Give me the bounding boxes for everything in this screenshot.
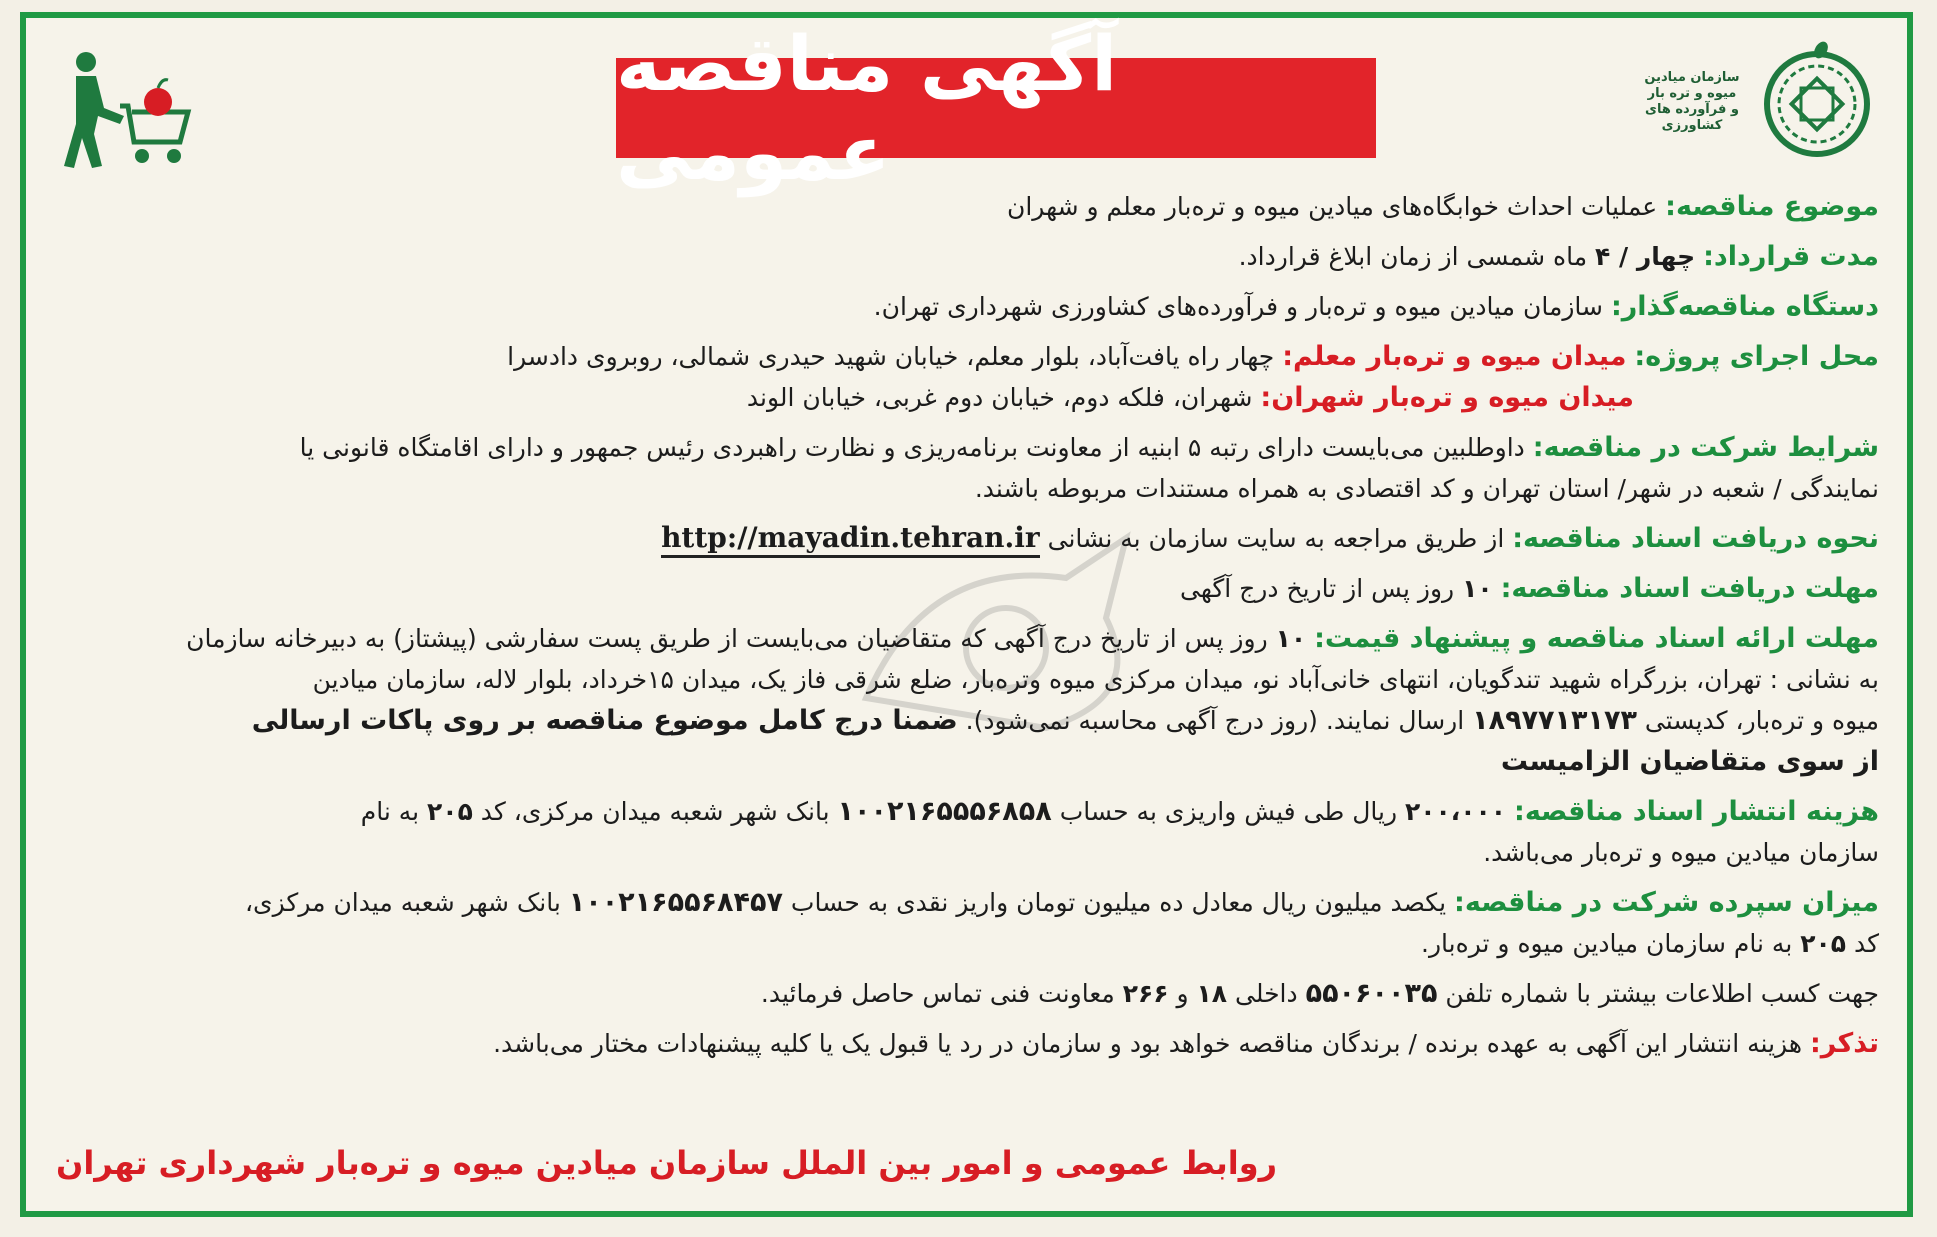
logo-text: سازمان میادین میوه و تره بار و فرآورده های کشاورزی: [1644, 70, 1740, 133]
shopping-cart-icon: [54, 46, 194, 171]
receive-deadline-row: مهلت دریافت اسناد مناقصه: ۱۰ روز پس از تاریخ درج آگهی: [1180, 573, 1879, 604]
submit-deadline-row: مهلت ارائه اسناد مناقصه و پیشنهاد قیمت: ۱۰ روز پس از تاریخ درج آگهی که متقاضیان می‌بایست از طریق پست سفارشی (پیشتاز) به دبیرخانه سازمان: [186, 623, 1879, 654]
conditions-row: شرایط شرکت در مناقصه: داوطلبین می‌بایست دارای رتبه ۵ ابنیه از معاونت برنامه‌ریزی و نظارت راهبردی رئیس جمهور و دارای اقامتگاه قانونی یا: [299, 432, 1879, 463]
submit-deadline-row-3: میوه و تره‌بار، کدپستی ۱۸۹۷۷۱۳۱۷۳ ارسال نمایند. (روز درج آگهی محاسبه نمی‌شود). ضمنا درج کامل موضوع مناقصه بر روی پاکات ارسالی: [251, 705, 1879, 736]
website-link[interactable]: http://mayadin.tehran.ir: [661, 521, 1040, 558]
conditions-row-2: نمایندگی / شعبه در شهر/ استان تهران و کد اقتصادی به همراه مستندات مربوطه باشند.: [974, 474, 1879, 503]
organizer-row: دستگاه مناقصه‌گذار: سازمان میادین میوه و تره‌بار و فرآورده‌های کشاورزی شهرداری تهران.: [873, 291, 1879, 322]
submit-deadline-row-2: به نشانی : تهران، بزرگراه شهید تندگویان، انتهای خانی‌آباد نو، میدان مرکزی میوه وتره‌بار، ضلع شرقی فاز یک، میدان ۱۵خرداد، بلوار لاله، سازمان میادین: [312, 665, 1879, 694]
notice-title: آگهی مناقصه عمومی: [616, 58, 1376, 158]
deposit-row-2: کد ۲۰۵ به نام سازمان میادین میوه و تره‌بار.: [1421, 929, 1879, 958]
header: [26, 18, 1907, 197]
duration-row: مدت قرارداد: چهار / ۴ ماه شمسی از زمان ابلاغ قرارداد.: [1238, 241, 1879, 272]
notice-body: [54, 186, 1879, 1064]
note-row: تذکر: هزینه انتشار این آگهی به عهده برنده / برندگان مناقصه خواهد بود و سازمان در رد یا قبول یک یا کلیه پیشنهادات مختار می‌باشد.: [493, 1028, 1879, 1059]
submit-deadline-row-4: از سوی متقاضیان الزامیست: [1500, 746, 1879, 777]
footer-signature: روابط عمومی و امور بین الملل سازمان میادین میوه و تره‌بار شهرداری تهران: [56, 1144, 1278, 1182]
location-row: محل اجرای پروژه: میدان میوه و تره‌بار معلم: چهار راه یافت‌آباد، بلوار معلم، خیابان شهید حیدری شمالی، روبروی دادسرا: [507, 341, 1879, 372]
organization-logo: [1627, 40, 1877, 170]
receive-method-row: نحوه دریافت اسناد مناقصه: از طریق مراجعه به سایت سازمان به نشانی http://mayadin.tehran.ir: [54, 518, 1879, 559]
notice-frame: [20, 12, 1913, 1217]
subject-row: موضوع مناقصه: عملیات احداث خوابگاه‌های میادین میوه و تره‌بار معلم و شهران: [1006, 191, 1879, 222]
fee-row: هزینه انتشار اسناد مناقصه: ۲۰۰،۰۰۰ ریال طی فیش واریزی به حساب ۱۰۰۲۱۶۵۵۵۶۸۵۸ بانک شهر شعبه میدان مرکزی، کد ۲۰۵ به نام: [360, 796, 1879, 827]
fee-row-2: سازمان میادین میوه و تره‌بار می‌باشد.: [1483, 838, 1879, 867]
logo-emblem-icon: [1757, 40, 1877, 160]
contact-row: جهت کسب اطلاعات بیشتر با شماره تلفن ۵۵۰۶۰۰۳۵ داخلی ۱۸ و ۲۶۶ معاونت فنی تماس حاصل فرمائید.: [760, 978, 1879, 1009]
location-row-2: میدان میوه و تره‌بار شهران: شهران، فلکه دوم، خیابان دوم غربی، خیابان الوند: [746, 382, 1634, 413]
deposit-row: میزان سپرده شرکت در مناقصه: یکصد میلیون ریال معادل ده میلیون تومان واریز نقدی به حساب ۱۰۰۲۱۶۵۵۶۸۴۵۷ بانک شهر شعبه میدان مرکزی،: [244, 887, 1879, 918]
